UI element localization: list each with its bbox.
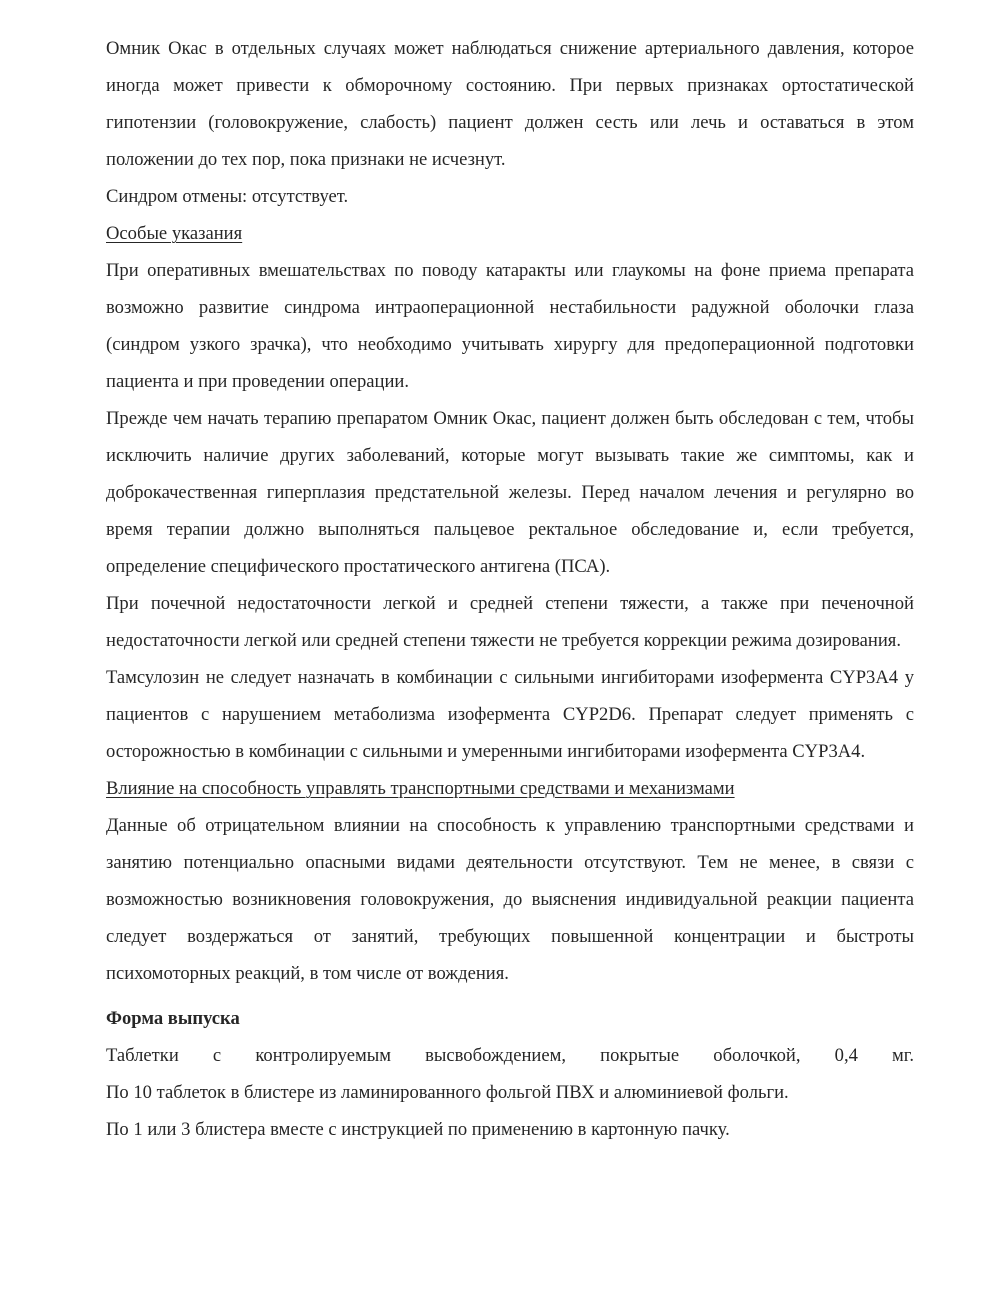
intro-paragraph-1: Омник Окас в отдельных случаях может наблюдаться снижение артериального давления, которое иногда может привести к обморочному состоянию. При первых признаках ортостатической гипотензии (головокружение, слабость) пациент должен сесть или лечь и оставаться в этом положении до тех пор, пока признаки не исчезнут. [106,38,914,170]
intro-paragraph-withdrawal: Синдром отмены: отсутствует. [106,186,349,207]
driving-paragraph: Данные об отрицательном влиянии на способность к управлению транспортными средствами и занятию потенциально опасными видами деятельности отсутствуют. Тем не менее, в связи с возможностью возникновения головокружения, до выяснения индивидуальной реакции пациента следует воздержаться от занятий, требующих повышенной концентрации и быстроты психомоторных реакций, в том числе от вождения. [106,815,914,984]
release-form-line-1: Таблетки с контролируемым высвобождением, покрытые оболочкой, 0,4 мг. [106,1045,914,1066]
special-instructions-paragraph-3: При почечной недостаточности легкой и средней степени тяжести, а также при печеночной недостаточности легкой или средней степени тяжести не требуется коррекции режима дозирования. [106,593,914,651]
special-instructions-paragraph-2: Прежде чем начать терапию препаратом Омник Окас, пациент должен быть обследован с тем, чтобы исключить наличие других заболеваний, которые могут вызывать такие же симптомы, как и доброкачественная гиперплазия предстательной железы. Перед началом лечения и регулярно во время терапии должно выполняться пальцевое ректальное обследование и, если требуется, определение специфического простатического антигена (ПСА). [106,408,914,577]
release-form-line-2: По 10 таблеток в блистере из ламинированного фольгой ПВХ и алюминиевой фольги. [106,1082,789,1103]
driving-heading: Влияние на способность управлять транспортными средствами и механизмами [106,778,735,799]
release-form-line-3: По 1 или 3 блистера вместе с инструкцией по применению в картонную пачку. [106,1119,730,1140]
release-form-heading: Форма выпуска [106,1008,240,1029]
release-form-body [106,1037,914,1148]
special-instructions-paragraph-4: Тамсулозин не следует назначать в комбинации с сильными ингибиторами изофермента CYP3A4 у пациентов с нарушением метаболизма изофермента CYP2D6. Препарат следует применять с осторожностью в комбинации с сильными и умеренными ингибиторами изофермента CYP3A4. [106,667,914,762]
special-instructions-paragraph-1: При оперативных вмешательствах по поводу катаракты или глаукомы на фоне приема препарата возможно развитие синдрома интраоперационной нестабильности радужной оболочки глаза (синдром узкого зрачка), что необходимо учитывать хирургу для предоперационной подготовки пациента и при проведении операции. [106,260,914,392]
special-instructions-heading: Особые указания [106,223,243,244]
document-page [106,30,914,1148]
